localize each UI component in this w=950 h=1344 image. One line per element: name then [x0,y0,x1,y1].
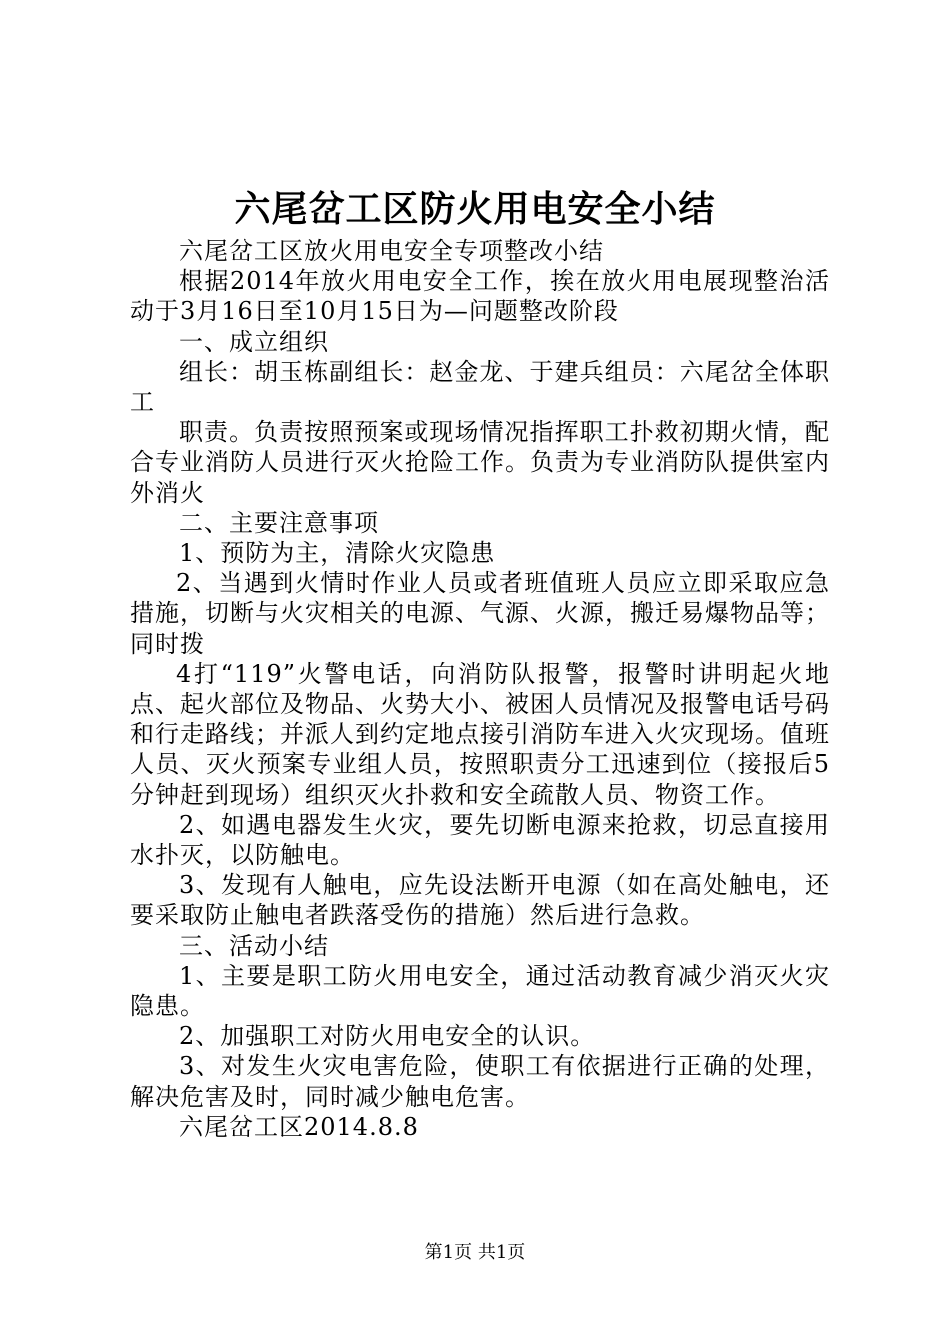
paragraph-summary-2: 2、加强职工对防火用电安全的认识。 [179,1022,596,1051]
page-footer: 第1页 共1页 [424,1242,526,1263]
paragraph-summary-3: 3、对发生火灾电害危险，使职工有依据进行正确的处理，解决危害及时，同时减少触电危害。 [130,1052,830,1111]
paragraph-alarm-call: 4打“119”火警电话，向消防队报警，报警时讲明起火地点、起火部位及物品、火势大小、被困人员情况及报警电话号码和行走路线；并派人到约定地点接引消防车进入火灾现场。值班人员、灭火预案专业组人员，按照职责分工迅速到位（接报后5分钟赶到现场）组织灭火扑救和安全疏散人员、物资工作。 [130,659,830,809]
section-heading-summary: 三、活动小结 [179,931,329,960]
paragraph-precaution-2: 2、当遇到火情时作业人员或者班值班人员应立即采取应急措施，切断与火灾相关的电源、气源、火源，搬迁易爆物品等；同时拨 [130,569,830,658]
document-title: 六尾岔工区防火用电安全小结 [234,188,716,230]
paragraph-members: 组长：胡玉栋副组长：赵金龙、于建兵组员：六尾岔全体职工 [130,357,830,417]
paragraph-intro: 根据2014年放火用电安全工作，挨在放火用电展现整治活动于3月16日至10月15日为—问题整改阶段 [130,267,830,326]
paragraph-electric-shock: 3、发现有人触电，应先设法断开电源（如在高处触电，还要采取防止触电者跌落受伤的措施）然后进行急救。 [130,871,830,930]
paragraph-precaution-1: 1、预防为主，清除火灾隐患 [179,539,496,568]
paragraph-signature-date: 六尾岔工区2014.8.8 [179,1112,419,1141]
paragraph-duties: 职责。负责按照预案或现场情况指挥职工扑救初期火情，配合专业消防人员进行灭火抢险工作。负责为专业消防队提供室内外消火 [130,418,830,507]
paragraph-subtitle: 六尾岔工区放火用电安全专项整改小结 [179,237,604,265]
section-heading-organization: 一、成立组织 [179,327,329,356]
section-heading-precautions: 二、主要注意事项 [179,508,379,537]
paragraph-electrical-fire: 2、如遇电器发生火灾，要先切断电源来抢救，切忌直接用水扑灭，以防触电。 [130,810,830,870]
document-body [130,236,830,1142]
paragraph-summary-1: 1、主要是职工防火用电安全，通过活动教育减少消灭火灾隐患。 [130,961,830,1021]
